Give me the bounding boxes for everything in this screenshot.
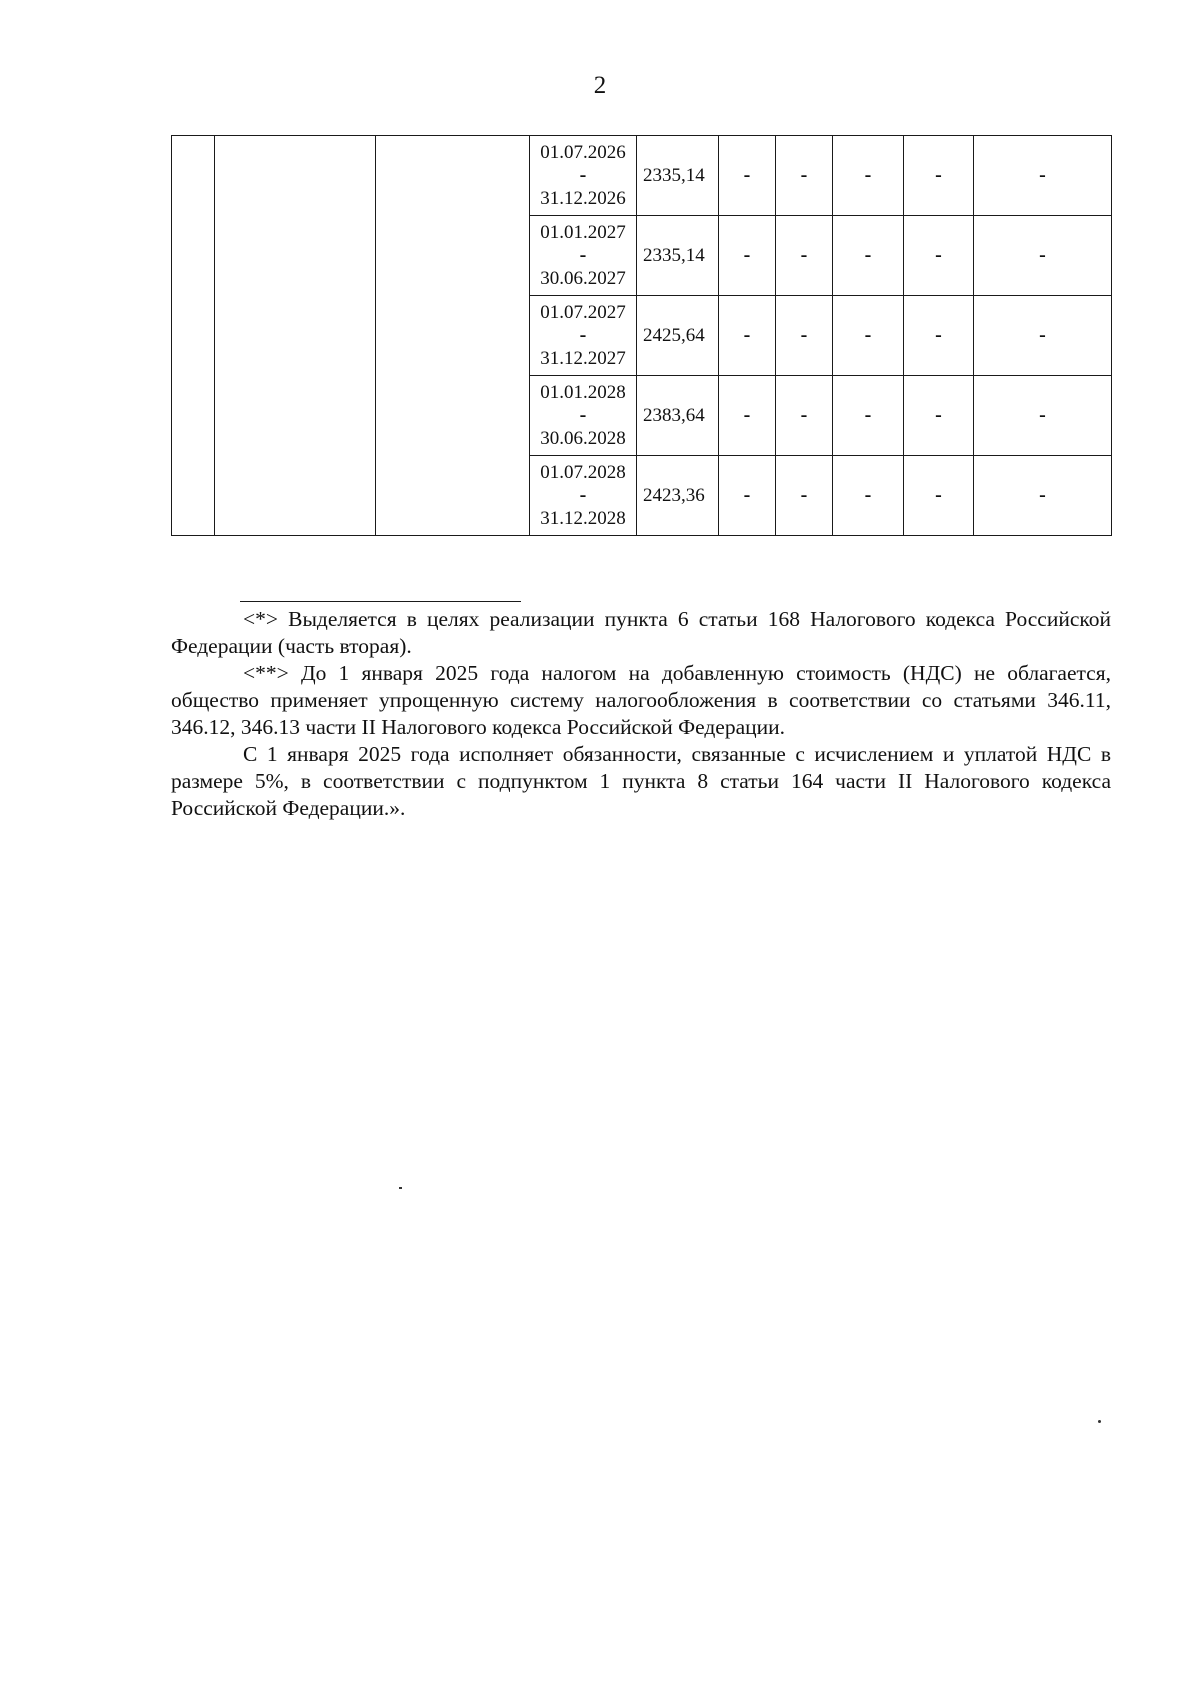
dash-cell: - <box>904 216 974 296</box>
dash-cell: - <box>833 456 904 536</box>
dash-cell: - <box>776 216 833 296</box>
dash-cell: - <box>904 456 974 536</box>
empty-cell-1 <box>172 136 215 536</box>
dash-cell: - <box>904 296 974 376</box>
period-cell: 01.07.2026 - 31.12.2026 <box>530 136 637 216</box>
empty-cell-2 <box>215 136 376 536</box>
tariff-table <box>171 135 1112 536</box>
dash-cell: - <box>776 456 833 536</box>
footnote-2: <**> До 1 января 2025 года налогом на добавленную стоимость (НДС) не облагается, общество применяет упрощенную систему налогообложения в соответствии со статьями 346.11, 346.12, 346.13 части II Налогового кодекса Российской Федерации. <box>171 661 1111 739</box>
dash-cell: - <box>974 136 1112 216</box>
period-cell: 01.01.2028 - 30.06.2028 <box>530 376 637 456</box>
tariff-value: 2383,64 <box>637 376 719 456</box>
dash-cell: - <box>719 456 776 536</box>
scan-speck <box>399 1187 402 1189</box>
dash-cell: - <box>833 296 904 376</box>
tariff-value: 2335,14 <box>637 216 719 296</box>
period-cell: 01.01.2027 - 30.06.2027 <box>530 216 637 296</box>
dash-cell: - <box>974 456 1112 536</box>
dash-cell: - <box>719 376 776 456</box>
tariff-value: 2423,36 <box>637 456 719 536</box>
dash-cell: - <box>776 136 833 216</box>
footnote-3: С 1 января 2025 года исполняет обязанности, связанные с исчислением и уплатой НДС в размере 5%, в соответствии с подпунктом 1 пункта 8 статьи 164 части II Налогового кодекса Российской Федерации.». <box>171 742 1111 820</box>
dash-cell: - <box>719 216 776 296</box>
dash-cell: - <box>904 376 974 456</box>
dash-cell: - <box>974 376 1112 456</box>
dash-cell: - <box>974 216 1112 296</box>
dash-cell: - <box>776 376 833 456</box>
dash-cell: - <box>776 296 833 376</box>
footnote-divider <box>240 601 521 602</box>
empty-cell-3 <box>376 136 530 536</box>
tariff-value: 2335,14 <box>637 136 719 216</box>
dash-cell: - <box>719 136 776 216</box>
dash-cell: - <box>904 136 974 216</box>
table-row <box>172 136 1112 216</box>
period-cell: 01.07.2027 - 31.12.2027 <box>530 296 637 376</box>
dash-cell: - <box>833 376 904 456</box>
period-cell: 01.07.2028 - 31.12.2028 <box>530 456 637 536</box>
footnotes <box>171 606 1111 822</box>
dash-cell: - <box>719 296 776 376</box>
footnote-1: <*> Выделяется в целях реализации пункта 6 статьи 168 Налогового кодекса Российской Федерации (часть вторая). <box>171 607 1111 658</box>
scan-speck <box>1098 1420 1101 1423</box>
dash-cell: - <box>833 216 904 296</box>
dash-cell: - <box>833 136 904 216</box>
dash-cell: - <box>974 296 1112 376</box>
page-number: 2 <box>593 72 607 99</box>
tariff-value: 2425,64 <box>637 296 719 376</box>
